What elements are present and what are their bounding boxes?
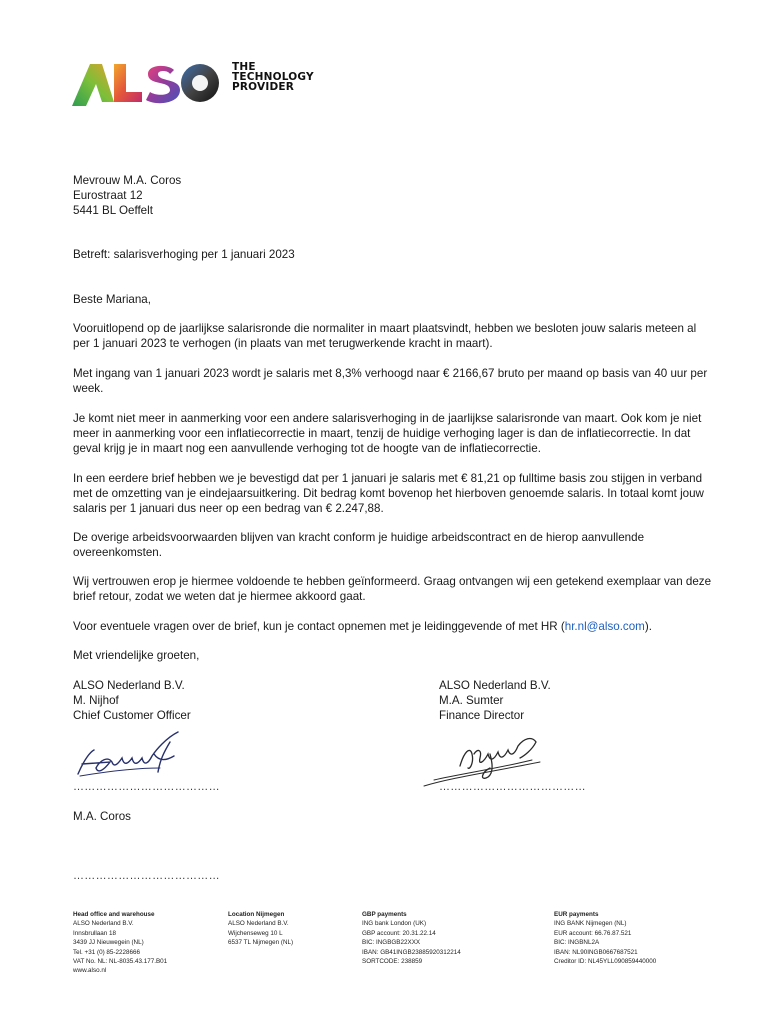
footer-col3-line: ING bank London (UK) (362, 920, 427, 928)
recipient-city: 5441 BL Oeffelt (73, 204, 153, 217)
footer-col4-line: ING BANK Nijmegen (NL) (554, 920, 627, 928)
recipient-address (73, 173, 713, 218)
paragraph-7-end: ). (644, 620, 652, 633)
signatory-left (73, 678, 191, 723)
signatory-left-name: M. Nijhof (73, 694, 119, 707)
footer-head-office (73, 910, 167, 976)
footer-col2-line: 6537 TL Nijmegen (NL) (228, 939, 294, 947)
paragraph-7 (73, 619, 713, 634)
employee-name: M.A. Coros (73, 810, 131, 823)
footer-col3-line: SORTCODE: 238859 (362, 958, 423, 966)
footer-col4-line: IBAN: NL90INGB0667687521 (554, 948, 638, 956)
footer-gbp-payments (362, 910, 461, 966)
signatory-right-name: M.A. Sumter (439, 694, 504, 707)
salutation: Beste Mariana, (73, 293, 151, 306)
signature-line-left: ………………………………… (73, 781, 220, 793)
footer-col1-line: Tel. +31 (0) 85-2228666 (73, 948, 141, 956)
signature-line-right: ………………………………… (439, 781, 586, 793)
footer-col1-heading: Head office and warehouse (73, 911, 155, 918)
tagline-line-3: PROVIDER (232, 81, 295, 93)
paragraph-6: Wij vertrouwen erop je hiermee voldoende te hebben geïnformeerd. Graag ontvangen wij een getekend exemplaar van deze brief retour, zodat we weten dat je hiermee akkoord gaat. (73, 575, 712, 603)
recipient-name: Mevrouw M.A. Coros (73, 174, 182, 187)
signatory-right (439, 678, 551, 723)
recipient-street: Eurostraat 12 (73, 189, 143, 202)
paragraph-2: Met ingang van 1 januari 2023 wordt je salaris met 8,3% verhoogd naar € 2166,67 bruto per maand op basis van 40 uur per week. (73, 367, 708, 395)
signatory-left-company: ALSO Nederland B.V. (73, 679, 185, 692)
footer-col1-line: 3439 JJ Nieuwegein (NL) (73, 939, 144, 947)
footer-col1-line: Innsbrullaan 18 (73, 929, 117, 937)
footer-col1-line: VAT No. NL: NL-8035.43.177.B01 (73, 958, 168, 966)
footer-location-nijmegen (228, 910, 293, 948)
paragraph-3: Je komt niet meer in aanmerking voor een andere salarisverhoging in de jaarlijkse salarisronde van maart. Ook kom je niet meer in aanmerking voor een inflatiecorrectie in maart, tenzij de huidige verhoging lager is dan de inflatiecorrectie. In dat geval krijg je in maart nog een aanvullende verhoging tot de hoogte van de inflatiecorrectie. (73, 412, 702, 455)
footer-col3-heading: GBP payments (362, 911, 407, 918)
footer-col4-line: Creditor ID: NL45YLL090859440000 (554, 958, 657, 966)
paragraph-1: Vooruitlopend op de jaarlijkse salarisronde die normaliter in maart plaatsvindt, hebben we besloten jouw salaris meteen al per 1 januari 2023 te verhogen (in plaats van met terugwerkende kracht in maart). (73, 322, 697, 350)
footer-col2-line: Wijchenseweg 10 L (228, 929, 283, 937)
tagline-line-2: TECHNOLOGY (232, 71, 314, 83)
tagline-line-1: THE (232, 61, 256, 73)
footer-col4-line: BIC: INGBNL2A (554, 939, 600, 947)
signature-line-employee: ………………………………… (73, 870, 220, 882)
also-logo (72, 60, 222, 110)
signatory-right-company: ALSO Nederland B.V. (439, 679, 551, 692)
footer-col3-line: BIC: INGBGB22XXX (362, 939, 421, 947)
tagline (232, 62, 314, 92)
hr-email-link[interactable]: hr.nl@also.com (564, 620, 645, 633)
signatory-right-title: Finance Director (439, 709, 525, 722)
subject-line: Betreft: salarisverhoging per 1 januari 2023 (73, 248, 295, 261)
paragraph-4: In een eerdere brief hebben we je bevestigd dat per 1 januari je salaris met € 81,21 op fulltime basis zou stijgen in verband met de omzetting van je eindejaarsuitkering. Dit bedrag komt bovenop het hierboven genoemde salaris. In totaal komt jouw salaris per 1 januari dus neer op een bedrag van € 2.247,88. (73, 472, 704, 515)
paragraph-5: De overige arbeidsvoorwaarden blijven van kracht conform je huidige arbeidscontract en de hierop aanvullende overeenkomsten. (73, 531, 645, 559)
footer-col3-line: GBP account: 20.31.22.14 (362, 929, 436, 937)
footer-eur-payments (554, 910, 656, 966)
closing: Met vriendelijke groeten, (73, 649, 200, 662)
footer-col3-line: IBAN: GB41INGB23885920312214 (362, 948, 461, 956)
footer-col2-heading: Location Nijmegen (228, 911, 285, 918)
footer-col4-heading: EUR payments (554, 911, 599, 918)
footer-col2-line: ALSO Nederland B.V. (228, 920, 289, 928)
signatory-left-title: Chief Customer Officer (73, 709, 191, 722)
footer-col1-line: ALSO Nederland B.V. (73, 920, 134, 928)
paragraph-7-text: Voor eventuele vragen over de brief, kun je contact opnemen met je leidinggevende of met HR ( (73, 620, 565, 633)
footer-col1-website[interactable]: www.also.nl (73, 967, 107, 975)
footer-col4-line: EUR account: 66.76.87.521 (554, 929, 632, 937)
signature-left (74, 724, 186, 780)
